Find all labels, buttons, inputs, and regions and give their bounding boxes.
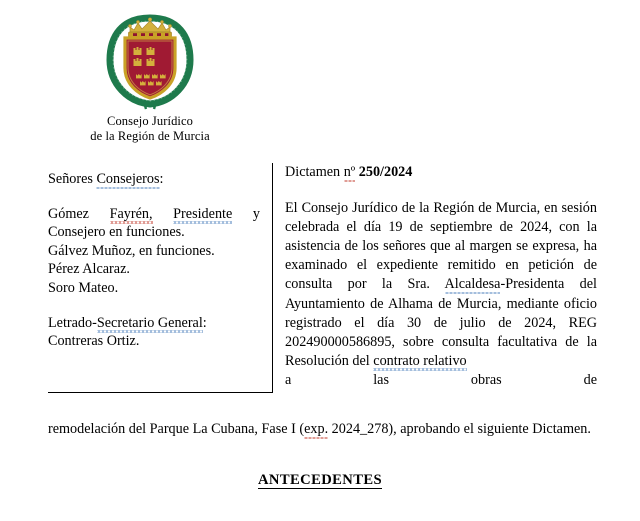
body-part-3: a las obras de [285, 371, 597, 388]
coat-of-arms-icon [100, 10, 200, 110]
member-role-conjunction: y [232, 205, 260, 222]
dictamen-body [285, 199, 597, 390]
space [153, 206, 174, 222]
consejeros-heading [48, 170, 260, 189]
dictamen-title-prefix: Dictamen [285, 164, 344, 180]
dictamen-number-abbrev: nº [343, 164, 356, 180]
margin-box [48, 163, 273, 393]
list-item: Soro Mateo. [48, 279, 119, 296]
list-item: Consejero en funciones. [48, 224, 185, 241]
full-width-paragraph [48, 420, 597, 439]
full-para-part-1: remodelación del Parque La Cubana, Fase I ( [48, 421, 305, 437]
right-column [285, 163, 597, 390]
member-role: Presidente [173, 205, 233, 222]
consejeros-heading-prefix: Señores [48, 171, 97, 187]
secretary-label-suffix: : [202, 314, 207, 331]
document-header [0, 0, 300, 144]
list-item [48, 205, 260, 224]
expediente-abbrev: exp. [304, 421, 329, 437]
spacer [48, 189, 260, 205]
spacer [48, 298, 260, 314]
member-name: Gómez [48, 205, 110, 222]
list-item: Pérez Alcaraz. [48, 261, 130, 278]
secretary-label-prefix: Letrado- [48, 314, 97, 331]
organization-name-line2: de la Región de Murcia [90, 129, 210, 143]
secretary-name: Contreras Ortiz. [48, 333, 140, 350]
section-heading-label: ANTECEDENTES [257, 472, 382, 488]
spacer [285, 182, 597, 199]
list-item: Gálvez Muñoz, en funciones. [48, 242, 215, 259]
consejeros-heading-suffix: : [159, 171, 164, 187]
member-surname: Fayrén, [109, 205, 153, 222]
organization-name-line1: Consejo Jurídico [107, 114, 193, 128]
body-part-2: -Presidenta del Ayuntamiento de Alhama de Murcia, mediante oficio registrado el día 30 de julio de 2024, REG 202490000586895, sobre consulta facultativa de la Resolución del [285, 276, 597, 369]
dictamen-title [285, 163, 597, 182]
secretary-label-word: Secretario General [96, 314, 203, 331]
secretary-label [48, 314, 260, 333]
organization-name [0, 114, 300, 144]
body-alcaldesa-term: Alcaldesa [444, 276, 501, 293]
consejeros-heading-word: Consejeros [96, 171, 160, 187]
dictamen-number: 250/2024 [355, 164, 413, 180]
body-contrato-term: contrato relativo [373, 352, 467, 369]
body-part-1: El Consejo Jurídico de la Región de Murcia, en sesión celebrada el día 19 de septiembre de 2024, con la asistencia de los señores que al margen se expresa, ha examinado el expediente remitido en petición de consulta por la Sra. [285, 200, 597, 293]
section-heading-antecedentes [0, 472, 640, 489]
full-para-part-2: 2024_278), aprobando el siguiente Dictamen. [328, 421, 591, 437]
